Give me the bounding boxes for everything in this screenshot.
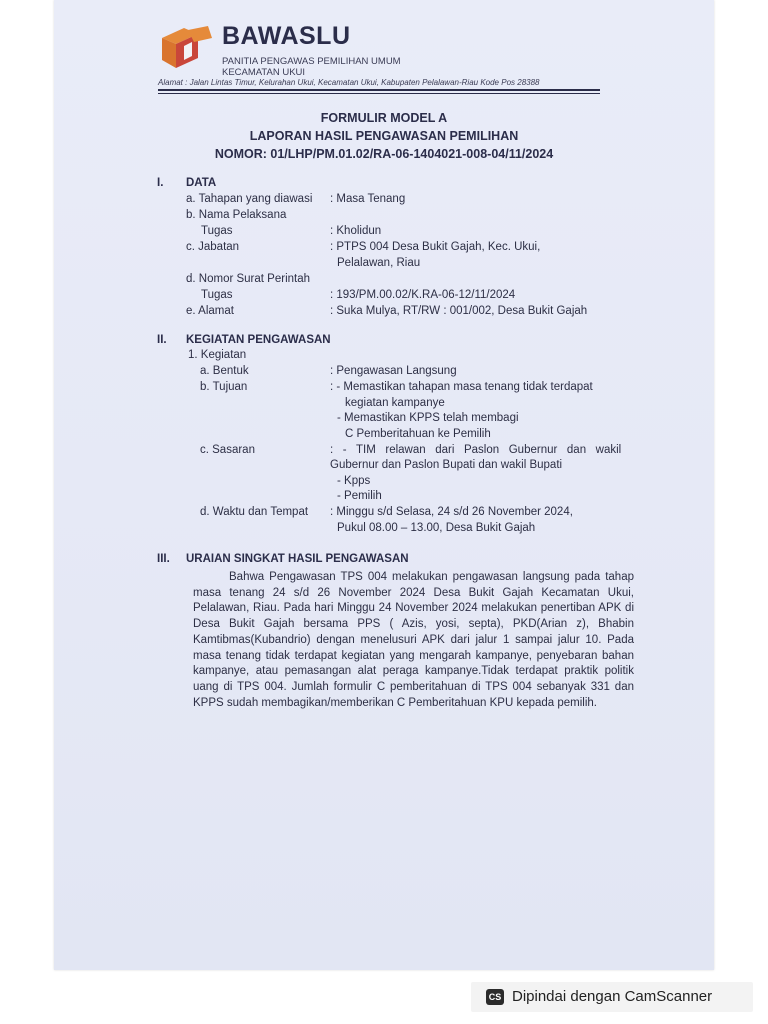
field-label-surat-tugas: Tugas [201,289,233,301]
field-value-pelaksana: : Kholidun [330,225,382,237]
field-value-tujuan-3: - Memastikan KPPS telah membagi [337,412,519,424]
section-2-number: II. [157,334,167,346]
org-district: KECAMATAN UKUI [222,67,306,78]
field-label-alamat: e. Alamat [186,305,234,317]
field-value-bentuk: : Pengawasan Langsung [330,365,457,377]
field-value-surat: : 193/PM.00.02/K.RA-06-12/11/2024 [330,289,516,301]
org-name: BAWASLU [222,22,351,50]
letterhead-rule-thin [158,93,600,94]
field-value-sasaran-2: Gubernur dan Paslon Bupati dan wakil Bupati [330,459,563,471]
section-3-heading: URAIAN SINGKAT HASIL PENGAWASAN [186,553,409,565]
uraian-paragraph [193,570,634,711]
uraian-text: Bahwa Pengawasan TPS 004 melakukan pengawasan langsung pada tahap masa tenang 24 s/d 26 November 2024 Desa Bukit Gajah Kecamatan Ukui, Pelalawan, Riau. Pada hari Minggu 24 November 2024 melakukan penertiban APK di Desa Bukit Gajah bersama PPS ( Azis, yosi, septa), PKD(Arian z), Bhabin Kamtibmas(Kubandrio) dengan menelusuri APK dari jalur 1 sampai jalur 10. Pada masa tenang tidak terdapat kegiatan yang mengarah kampanye, penyebaran bahan kampanye, atau pemasangan alat peraga kampanye.Tidak terdapat praktik politik uang di TPS 004. Jumlah formulir C pemberitahuan di TPS 004 sebanyak 331 dan KPPS sudah membagikan/memberikan C Pemberitahuan KPU kepada pemilih. [193,571,634,709]
section-2-heading: KEGIATAN PENGAWASAN [186,334,331,346]
field-value-waktu-2: Pukul 08.00 – 13.00, Desa Bukit Gajah [337,522,536,534]
kegiatan-subheading: 1. Kegiatan [188,349,247,361]
camscanner-label: Dipindai dengan CamScanner [512,988,713,1005]
field-label-sasaran: c. Sasaran [200,444,255,456]
org-address: Alamat : Jalan Lintas Timur, Kelurahan Ukui, Kecamatan Ukui, Kabupaten Pelalawan-Riau Kode Pos 28388 [158,78,540,87]
report-number: NOMOR: 01/LHP/PM.01.02/RA-06-1404021-008-04/11/2024 [214,147,554,161]
section-1-number: I. [157,177,164,189]
field-label-jabatan: c. Jabatan [186,241,240,253]
document-page [54,0,714,970]
field-value-waktu-1: : Minggu s/d Selasa, 24 s/d 26 November 2024, [330,506,573,518]
section-1-heading: DATA [186,177,217,189]
field-value-sasaran-4: - Pemilih [337,490,382,502]
field-label-tujuan: b. Tujuan [200,381,248,393]
field-label-tahapan: a. Tahapan yang diawasi [186,193,313,205]
field-label-bentuk: a. Bentuk [200,365,249,377]
field-value-tahapan: : Masa Tenang [330,193,406,205]
report-title: LAPORAN HASIL PENGAWASAN PEMILIHAN [249,129,519,143]
field-value-alamat: : Suka Mulya, RT/RW : 001/002, Desa Bukit Gajah [330,305,588,317]
org-subtitle: PANITIA PENGAWAS PEMILIHAN UMUM [222,56,401,67]
field-value-sasaran-1: : - TIM relawan dari Paslon Gubernur dan wakil [330,444,622,456]
section-3-number: III. [157,553,170,565]
field-label-pelaksana: b. Nama Pelaksana [186,209,287,221]
field-label-pelaksana-tugas: Tugas [201,225,233,237]
form-title: FORMULIR MODEL A [320,111,448,125]
field-value-tujuan-2: kegiatan kampanye [345,397,445,409]
field-label-waktu: d. Waktu dan Tempat [200,506,309,518]
bawaslu-logo-icon [158,24,214,72]
field-value-tujuan-1: : - Memastikan tahapan masa tenang tidak terdapat [330,381,593,393]
letterhead-rule [158,89,600,91]
field-value-jabatan-2: Pelalawan, Riau [337,257,421,269]
field-value-sasaran-3: - Kpps [337,475,371,487]
camscanner-icon: CS [486,989,504,1005]
field-value-jabatan: : PTPS 004 Desa Bukit Gajah, Kec. Ukui, [330,241,541,253]
field-value-tujuan-4: C Pemberitahuan ke Pemilih [345,428,491,440]
field-label-surat: d. Nomor Surat Perintah [186,273,311,285]
